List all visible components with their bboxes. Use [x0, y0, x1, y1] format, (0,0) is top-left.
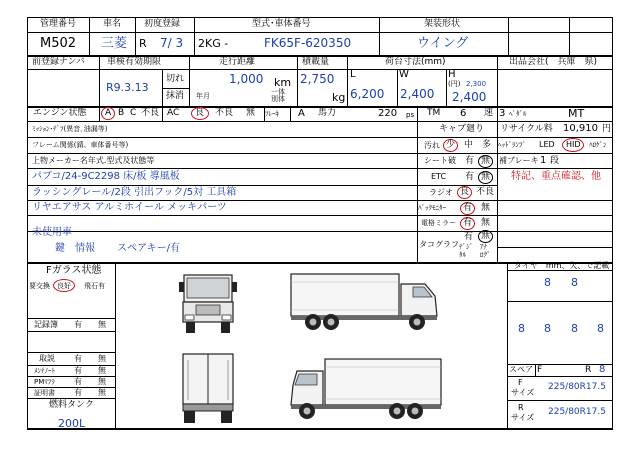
notes-text: 特記、重点確認、他: [511, 171, 601, 182]
equip-line-3: リヤエアサス アルミホイール メッキパーツ: [32, 202, 227, 213]
management-no-label: 管理番号: [40, 19, 77, 29]
ac-label: AC: [167, 108, 180, 118]
width-letter: W: [399, 69, 409, 80]
truck-left-side-diagram: [287, 270, 447, 332]
fuel-value: 200L: [58, 417, 86, 430]
mirror-yes: 有: [463, 218, 473, 228]
management-no: M502: [40, 36, 77, 51]
capacity-unit: kg: [332, 91, 346, 104]
truck-front-view-diagram: [178, 272, 238, 334]
key-value: スペアキー/有: [117, 243, 180, 254]
model-code: 2KG -: [198, 37, 229, 50]
backmon-label: ﾊﾞｯｸﾓﾆﾀｰ: [418, 204, 446, 212]
tm-label: TM: [427, 108, 441, 118]
tire-rear-4: 8: [597, 322, 604, 335]
mileage-value: 1,000: [229, 72, 264, 86]
spare-r: R: [585, 365, 592, 375]
body-type-value: ウイング: [417, 36, 469, 51]
engine-label: エンジン状態: [33, 108, 87, 118]
seat-label: シート破: [424, 156, 456, 165]
dirt-mid: 中: [464, 140, 474, 150]
manual-label: 取説: [39, 354, 55, 363]
rear-size-r: R: [518, 403, 524, 412]
make-value: 三菱: [101, 36, 128, 51]
manual-yes: 有: [74, 354, 82, 363]
hp-unit: ps: [406, 111, 415, 119]
length-letter: L: [350, 69, 356, 80]
radio-good: 良: [460, 187, 470, 197]
tacho-no: 無: [481, 231, 491, 241]
make-label: 車名: [103, 19, 122, 29]
first-reg-value: 7/ 3: [160, 36, 184, 50]
tire-front-left: 8: [544, 276, 551, 289]
unused-label: 未使用車: [32, 227, 72, 238]
front-size-value: 225/80R17.5: [548, 382, 606, 392]
pm-yes: 有: [74, 377, 82, 386]
prev-plate-label: 前登録ナンバ: [32, 57, 85, 67]
mission-label: ﾐｯｼｮﾝ･ﾃﾞﾌ(異音､油漏等): [32, 125, 108, 133]
height-sub-label: (円): [448, 80, 461, 88]
glass-title: Fガラス状態: [46, 265, 102, 276]
backmon-no: 無: [481, 203, 491, 213]
cab-title: キャブ廻り: [439, 124, 485, 134]
front-size-label: サイズ: [511, 388, 535, 397]
engine-grade-a: A: [105, 108, 112, 118]
glass-replace: 要交換: [29, 282, 50, 290]
cert-no: 無: [98, 388, 106, 397]
engine-grade-c: C: [130, 108, 137, 118]
etc-yes: 有: [465, 172, 475, 182]
engine-grade-b: B: [118, 108, 125, 118]
dims-label: 荷台寸法(mm): [385, 57, 446, 67]
equip-line-1: パブコ/24-9C2298 床/板 導風板: [32, 171, 180, 182]
recycle-unit: 円: [602, 124, 612, 134]
manual-no: 無: [98, 354, 106, 363]
tire-front-right: 8: [571, 276, 578, 289]
aux-brake-value: 1: [540, 155, 547, 166]
maint-label: ﾒﾝﾃﾉｰﾄ: [34, 367, 55, 375]
front-size-f: F: [518, 378, 523, 387]
ac-good: 良: [195, 108, 205, 118]
pedal-label: ﾍﾟﾀﾞﾙ: [509, 110, 527, 118]
tm-unit: 速: [484, 108, 494, 118]
truck-rear-view-diagram: [178, 352, 238, 424]
hid-label: HID: [566, 140, 581, 149]
tacho-digital: ﾃﾞｼﾞ ﾀﾙ: [459, 243, 473, 259]
truncated-label: 一体 別体: [271, 88, 285, 104]
ac-none: 無: [246, 108, 256, 118]
recycle-label: リサイクル料: [500, 124, 553, 134]
record-label: 記録簿: [34, 320, 58, 329]
cert-yes: 有: [74, 388, 82, 397]
headlight-label: ﾍｯﾄﾞﾗﾝﾌﾟ: [498, 141, 526, 149]
seat-no: 無: [481, 156, 491, 166]
model-label: 型式･車体番号: [252, 19, 311, 29]
glass-good: 良好: [57, 282, 71, 290]
glass-chip: 飛石有: [84, 282, 105, 290]
cert-label: 証明書: [34, 389, 55, 397]
spare-f: F: [537, 365, 543, 375]
seller-label: 出品会社( 兵庫 県): [509, 57, 598, 67]
inspection-label: 車検有効期限: [107, 57, 162, 67]
fuel-label: 燃料タンク: [49, 400, 94, 410]
dirt-high: 多: [482, 140, 492, 150]
year-month-label: 年月: [196, 92, 210, 100]
spare-value: 8: [599, 364, 606, 375]
first-reg-label: 初度登録: [144, 19, 181, 29]
led-label: LED: [539, 140, 555, 149]
mileage-unit: km: [274, 76, 292, 89]
deleted-label: 抹消: [166, 91, 185, 101]
backmon-yes: 有: [463, 203, 473, 213]
tire-rear-1: 8: [518, 322, 525, 335]
halogen-label: ﾊﾛｹﾞﾝ: [589, 141, 607, 149]
ac-bad: 不良: [215, 108, 234, 118]
height-value: 2,400: [452, 90, 487, 104]
seat-yes: 有: [465, 156, 475, 166]
rear-size-value: 225/80R17.5: [548, 407, 606, 417]
brake-label: ﾌﾚｰｷ: [265, 110, 279, 118]
mirror-no: 無: [481, 218, 491, 228]
mileage-label: 走行距離: [219, 57, 256, 67]
pm-label: PMﾏﾌﾗ: [34, 378, 55, 386]
tire-header: タイヤ mm、欠、で記載: [514, 261, 610, 270]
body-type-label: 架装形状: [424, 19, 461, 29]
tire-rear-2: 8: [544, 322, 551, 335]
etc-no: 無: [481, 172, 491, 182]
inspection-value: R9.3.13: [106, 81, 149, 94]
dirt-low: 少: [446, 140, 456, 150]
etc-label: ETC: [431, 172, 447, 181]
tacho-yes: 有: [464, 232, 474, 242]
radio-label: ラジオ: [429, 188, 453, 197]
width-value: 2,400: [400, 87, 435, 101]
radio-bad: 不良: [476, 187, 495, 197]
key-label: 鍵 情報: [55, 243, 95, 254]
engine-grade-bad: 不良: [141, 108, 160, 118]
tacho-analog: ｱﾅ ﾛｸﾞ: [480, 243, 491, 259]
aux-brake-label: 補ブレーキ: [499, 156, 539, 165]
dirt-label: 汚れ: [424, 141, 440, 150]
height-letter: H: [448, 69, 456, 80]
aux-brake-unit: 段: [550, 156, 560, 166]
length-value: 6,200: [350, 87, 385, 101]
capacity-label: 積載量: [302, 57, 330, 67]
hp-value: 220: [378, 108, 398, 119]
tm-speeds: 6: [460, 108, 467, 119]
tire-rear-3: 8: [571, 322, 578, 335]
pedal-no: 3: [499, 108, 506, 119]
brake-value: A: [298, 108, 305, 119]
recycle-value: 10,910: [563, 123, 598, 134]
expired-label: 切れ: [166, 74, 185, 84]
maint-no: 無: [98, 366, 106, 375]
capacity-value: 2,750: [300, 72, 335, 86]
pm-no: 無: [98, 377, 106, 386]
record-no: 無: [98, 320, 106, 329]
frame-label: フレーム関係(錆、車体番号等): [32, 141, 129, 149]
equip-line-2: ラッシングレール/2段 引出フック/5対 工具箱: [32, 187, 237, 198]
equip-label: 上物メーカー名年式.型式及状態等: [32, 156, 155, 165]
rear-size-label: サイズ: [511, 413, 535, 422]
chassis-no: FK65F-620350: [264, 36, 352, 50]
record-yes: 有: [74, 320, 82, 329]
trans-value: MT: [568, 107, 585, 120]
tacho-label: タコグラフ: [419, 240, 459, 249]
mirror-label: 電格ミラー: [421, 219, 456, 227]
spare-label: スペア: [509, 365, 533, 374]
maint-yes: 有: [74, 366, 82, 375]
truck-right-side-diagram: [287, 355, 447, 421]
era-value: R: [139, 37, 147, 50]
hp-label: 馬力: [318, 108, 337, 118]
height-top-value: 2,300: [466, 80, 487, 88]
